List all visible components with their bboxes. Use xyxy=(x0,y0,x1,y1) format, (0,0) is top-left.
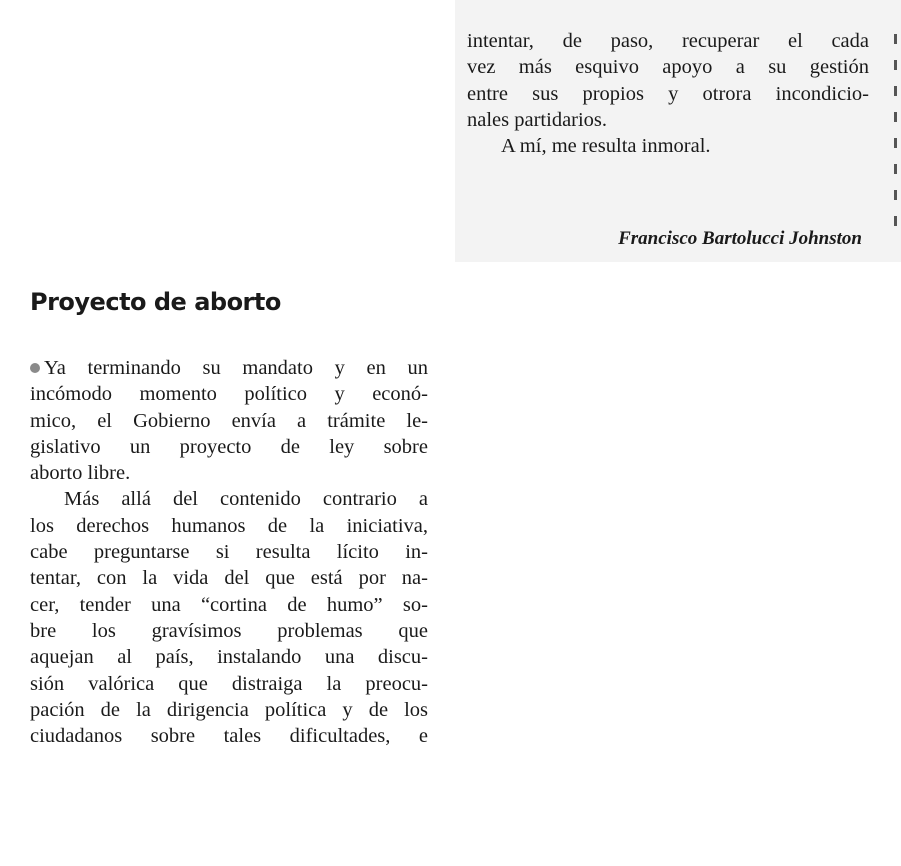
article-line: Más allá del contenido contrario a xyxy=(64,488,428,511)
letter-line: nales partidarios. xyxy=(467,108,608,131)
article-body xyxy=(30,355,428,749)
article-line: pación de la dirigencia política y de los xyxy=(30,698,428,721)
adjacent-column-edge xyxy=(894,34,899,246)
bullet-icon xyxy=(30,363,40,373)
article-line: bre los gravísimos problemas que xyxy=(30,619,428,642)
article-line: aborto libre. xyxy=(30,462,131,485)
article-line: incómodo momento político y econó- xyxy=(30,383,428,406)
article-line: sión valórica que distraiga la preocu- xyxy=(30,672,428,695)
letter-line: vez más esquivo apoyo a su gestión xyxy=(467,56,869,79)
previous-letter-text xyxy=(467,28,869,159)
article-line: ciudadanos sobre tales dificultades, e xyxy=(30,725,428,748)
letter-line: entre sus propios y otrora incondicio- xyxy=(467,82,869,105)
letter-line: A mí, me resulta inmoral. xyxy=(501,135,711,158)
article-line: gislativo un proyecto de ley sobre xyxy=(30,435,428,458)
letter-signature: Francisco Bartolucci Johnston xyxy=(618,228,862,249)
letter-line: intentar, de paso, recuperar el cada xyxy=(467,30,869,52)
article-line: tentar, con la vida del que está por na- xyxy=(30,567,428,590)
article-title: Proyecto de aborto xyxy=(30,288,281,316)
article-line: aquejan al país, instalando una discu- xyxy=(30,646,428,669)
article-line: mico, el Gobierno envía a trámite le- xyxy=(30,409,428,432)
article-line: cer, tender una “cortina de humo” so- xyxy=(30,593,428,616)
article-line-text: Ya terminando su mandato y en un xyxy=(44,357,428,379)
article-line xyxy=(30,355,428,381)
article-line: cabe preguntarse si resulta lícito in- xyxy=(30,541,428,564)
article-line: los derechos humanos de la iniciativa, xyxy=(30,514,428,537)
